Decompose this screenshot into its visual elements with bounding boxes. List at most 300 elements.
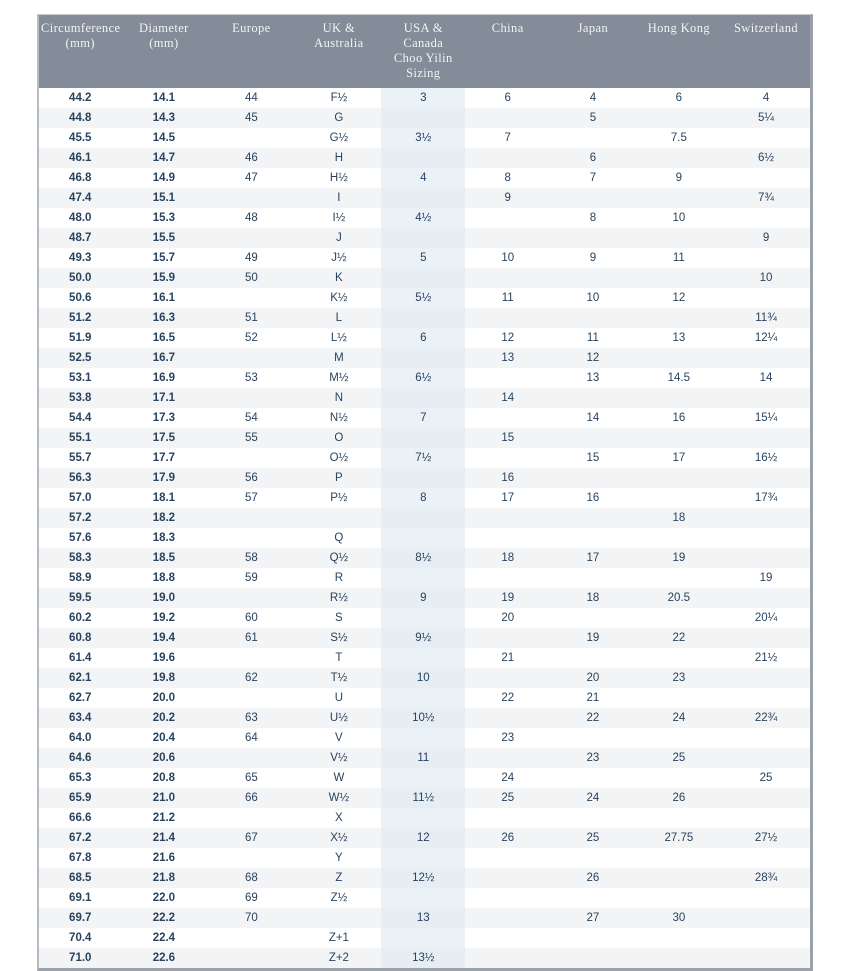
table-row (39, 248, 810, 268)
cell-circumference-mm: 55.1 (39, 428, 121, 448)
cell-uk-australia: Z½ (296, 888, 381, 908)
cell-usa-canada-choo-yilin: 6½ (381, 368, 465, 388)
column-header-label: Australia (314, 36, 364, 50)
table-row (39, 188, 810, 208)
cell-uk-australia: N (296, 388, 381, 408)
cell-china: 9 (465, 188, 550, 208)
cell-uk-australia: X (296, 808, 381, 828)
cell-china (465, 568, 550, 588)
cell-europe: 63 (206, 708, 296, 728)
cell-diameter-mm: 16.9 (121, 368, 206, 388)
cell-europe: 69 (206, 888, 296, 908)
cell-japan: 22 (550, 708, 636, 728)
cell-japan (550, 188, 636, 208)
cell-europe: 52 (206, 328, 296, 348)
cell-diameter-mm: 22.4 (121, 928, 206, 948)
cell-japan (550, 848, 636, 868)
cell-japan: 13 (550, 368, 636, 388)
cell-circumference-mm: 45.5 (39, 128, 121, 148)
cell-japan: 6 (550, 148, 636, 168)
table-row (39, 488, 810, 508)
cell-circumference-mm: 68.5 (39, 868, 121, 888)
table-row (39, 728, 810, 748)
cell-usa-canada-choo-yilin (381, 388, 465, 408)
cell-hong-kong (636, 728, 722, 748)
cell-hong-kong: 6 (636, 88, 722, 108)
cell-japan (550, 268, 636, 288)
table-row (39, 868, 810, 888)
cell-hong-kong: 16 (636, 408, 722, 428)
cell-circumference-mm: 70.4 (39, 928, 121, 948)
cell-diameter-mm: 18.2 (121, 508, 206, 528)
cell-circumference-mm: 69.1 (39, 888, 121, 908)
table-row (39, 688, 810, 708)
cell-diameter-mm: 16.5 (121, 328, 206, 348)
column-header-label: Japan (577, 21, 609, 35)
cell-usa-canada-choo-yilin (381, 108, 465, 128)
cell-switzerland (722, 288, 810, 308)
cell-circumference-mm: 71.0 (39, 948, 121, 968)
cell-europe: 61 (206, 628, 296, 648)
cell-usa-canada-choo-yilin (381, 468, 465, 488)
cell-switzerland (722, 948, 810, 968)
cell-switzerland (722, 128, 810, 148)
cell-china (465, 808, 550, 828)
column-header-japan (550, 15, 636, 88)
table-header (39, 15, 810, 88)
cell-usa-canada-choo-yilin (381, 728, 465, 748)
cell-japan (550, 468, 636, 488)
cell-usa-canada-choo-yilin (381, 428, 465, 448)
cell-europe (206, 748, 296, 768)
cell-china (465, 208, 550, 228)
cell-circumference-mm: 67.8 (39, 848, 121, 868)
table-body (39, 88, 810, 968)
cell-china: 21 (465, 648, 550, 668)
cell-diameter-mm: 19.2 (121, 608, 206, 628)
cell-china: 15 (465, 428, 550, 448)
cell-china: 11 (465, 288, 550, 308)
cell-circumference-mm: 61.4 (39, 648, 121, 668)
cell-usa-canada-choo-yilin: 12½ (381, 868, 465, 888)
cell-circumference-mm: 49.3 (39, 248, 121, 268)
cell-uk-australia: N½ (296, 408, 381, 428)
table-row (39, 408, 810, 428)
cell-japan: 20 (550, 668, 636, 688)
cell-circumference-mm: 50.6 (39, 288, 121, 308)
cell-circumference-mm: 46.1 (39, 148, 121, 168)
cell-uk-australia: K½ (296, 288, 381, 308)
cell-circumference-mm: 63.4 (39, 708, 121, 728)
column-header-label: Europe (232, 21, 271, 35)
cell-circumference-mm: 48.7 (39, 228, 121, 248)
cell-hong-kong: 7.5 (636, 128, 722, 148)
cell-europe: 66 (206, 788, 296, 808)
cell-uk-australia: G (296, 108, 381, 128)
cell-japan (550, 428, 636, 448)
cell-europe: 62 (206, 668, 296, 688)
cell-circumference-mm: 65.3 (39, 768, 121, 788)
cell-diameter-mm: 20.0 (121, 688, 206, 708)
cell-hong-kong (636, 388, 722, 408)
cell-europe: 58 (206, 548, 296, 568)
cell-hong-kong (636, 568, 722, 588)
cell-china (465, 908, 550, 928)
cell-usa-canada-choo-yilin: 10½ (381, 708, 465, 728)
cell-china: 25 (465, 788, 550, 808)
cell-usa-canada-choo-yilin: 11½ (381, 788, 465, 808)
cell-china (465, 948, 550, 968)
table-row (39, 308, 810, 328)
cell-usa-canada-choo-yilin (381, 308, 465, 328)
cell-japan: 19 (550, 628, 636, 648)
cell-europe: 59 (206, 568, 296, 588)
table-row (39, 828, 810, 848)
cell-uk-australia: J (296, 228, 381, 248)
cell-usa-canada-choo-yilin: 5 (381, 248, 465, 268)
table-row (39, 768, 810, 788)
cell-uk-australia: R½ (296, 588, 381, 608)
cell-europe (206, 288, 296, 308)
cell-uk-australia (296, 908, 381, 928)
cell-europe (206, 648, 296, 668)
cell-hong-kong (636, 768, 722, 788)
cell-uk-australia: J½ (296, 248, 381, 268)
table-row (39, 208, 810, 228)
cell-usa-canada-choo-yilin (381, 808, 465, 828)
cell-switzerland: 21½ (722, 648, 810, 668)
cell-hong-kong: 26 (636, 788, 722, 808)
cell-diameter-mm: 17.1 (121, 388, 206, 408)
cell-switzerland: 27½ (722, 828, 810, 848)
cell-japan: 18 (550, 588, 636, 608)
cell-hong-kong (636, 868, 722, 888)
cell-usa-canada-choo-yilin: 7½ (381, 448, 465, 468)
cell-usa-canada-choo-yilin (381, 508, 465, 528)
cell-uk-australia: P½ (296, 488, 381, 508)
cell-japan (550, 808, 636, 828)
column-header-label: Switzerland (733, 21, 799, 35)
column-header-label: Choo Yilin Sizing (393, 51, 453, 80)
table-row (39, 108, 810, 128)
ring-size-conversion-table (39, 15, 810, 968)
cell-china (465, 268, 550, 288)
cell-hong-kong (636, 428, 722, 448)
cell-hong-kong (636, 528, 722, 548)
cell-usa-canada-choo-yilin: 8 (381, 488, 465, 508)
cell-europe (206, 188, 296, 208)
cell-uk-australia: Z (296, 868, 381, 888)
cell-china (465, 708, 550, 728)
cell-usa-canada-choo-yilin: 4 (381, 168, 465, 188)
table-row (39, 608, 810, 628)
cell-china (465, 108, 550, 128)
cell-hong-kong (636, 348, 722, 368)
cell-diameter-mm: 15.9 (121, 268, 206, 288)
cell-japan (550, 308, 636, 328)
column-header-diameter-mm (121, 15, 206, 88)
ring-size-table-container (37, 14, 813, 971)
cell-japan (550, 608, 636, 628)
cell-hong-kong: 9 (636, 168, 722, 188)
cell-uk-australia: L½ (296, 328, 381, 348)
cell-usa-canada-choo-yilin (381, 348, 465, 368)
cell-japan: 11 (550, 328, 636, 348)
cell-europe (206, 228, 296, 248)
cell-diameter-mm: 16.7 (121, 348, 206, 368)
cell-usa-canada-choo-yilin: 8½ (381, 548, 465, 568)
cell-switzerland: 6½ (722, 148, 810, 168)
table-row (39, 428, 810, 448)
cell-diameter-mm: 21.0 (121, 788, 206, 808)
cell-japan (550, 528, 636, 548)
cell-japan: 26 (550, 868, 636, 888)
cell-switzerland (722, 208, 810, 228)
cell-diameter-mm: 18.1 (121, 488, 206, 508)
cell-japan: 7 (550, 168, 636, 188)
cell-europe: 60 (206, 608, 296, 628)
cell-europe: 57 (206, 488, 296, 508)
cell-hong-kong: 13 (636, 328, 722, 348)
cell-usa-canada-choo-yilin (381, 768, 465, 788)
cell-usa-canada-choo-yilin (381, 648, 465, 668)
cell-japan (550, 508, 636, 528)
cell-uk-australia: M (296, 348, 381, 368)
cell-circumference-mm: 44.2 (39, 88, 121, 108)
table-row (39, 388, 810, 408)
column-header-label: (mm) (65, 36, 95, 50)
cell-hong-kong (636, 468, 722, 488)
cell-hong-kong (636, 108, 722, 128)
cell-switzerland (722, 348, 810, 368)
cell-circumference-mm: 47.4 (39, 188, 121, 208)
cell-japan: 27 (550, 908, 636, 928)
table-row (39, 808, 810, 828)
cell-switzerland: 10 (722, 268, 810, 288)
cell-diameter-mm: 19.0 (121, 588, 206, 608)
cell-switzerland (722, 248, 810, 268)
cell-circumference-mm: 69.7 (39, 908, 121, 928)
table-row (39, 508, 810, 528)
table-row (39, 528, 810, 548)
cell-uk-australia: Q½ (296, 548, 381, 568)
cell-circumference-mm: 57.0 (39, 488, 121, 508)
cell-hong-kong: 11 (636, 248, 722, 268)
cell-switzerland: 28¾ (722, 868, 810, 888)
cell-switzerland (722, 848, 810, 868)
cell-europe: 48 (206, 208, 296, 228)
cell-china: 18 (465, 548, 550, 568)
cell-switzerland (722, 748, 810, 768)
cell-switzerland: 11¾ (722, 308, 810, 328)
cell-japan (550, 228, 636, 248)
cell-switzerland (722, 928, 810, 948)
cell-europe: 64 (206, 728, 296, 748)
cell-switzerland (722, 628, 810, 648)
table-row (39, 708, 810, 728)
cell-uk-australia: S½ (296, 628, 381, 648)
cell-usa-canada-choo-yilin (381, 268, 465, 288)
cell-europe (206, 688, 296, 708)
cell-china: 24 (465, 768, 550, 788)
cell-china (465, 848, 550, 868)
cell-china (465, 508, 550, 528)
cell-switzerland (722, 528, 810, 548)
cell-europe: 53 (206, 368, 296, 388)
cell-uk-australia: Y (296, 848, 381, 868)
cell-europe: 44 (206, 88, 296, 108)
cell-uk-australia: T½ (296, 668, 381, 688)
cell-uk-australia: W (296, 768, 381, 788)
cell-china: 13 (465, 348, 550, 368)
column-header-usa-canada-choo-yilin (381, 15, 465, 88)
cell-china (465, 928, 550, 948)
cell-circumference-mm: 55.7 (39, 448, 121, 468)
cell-usa-canada-choo-yilin: 3 (381, 88, 465, 108)
cell-diameter-mm: 14.7 (121, 148, 206, 168)
cell-usa-canada-choo-yilin: 11 (381, 748, 465, 768)
column-header-circumference-mm (39, 15, 121, 88)
cell-switzerland (722, 888, 810, 908)
cell-switzerland: 20¼ (722, 608, 810, 628)
cell-hong-kong (636, 188, 722, 208)
cell-circumference-mm: 62.7 (39, 688, 121, 708)
cell-uk-australia: O½ (296, 448, 381, 468)
cell-china (465, 228, 550, 248)
cell-china: 26 (465, 828, 550, 848)
cell-uk-australia: U½ (296, 708, 381, 728)
table-row (39, 848, 810, 868)
cell-switzerland (722, 168, 810, 188)
column-header-hong-kong (636, 15, 722, 88)
column-header-switzerland (722, 15, 810, 88)
cell-china: 20 (465, 608, 550, 628)
cell-japan (550, 728, 636, 748)
cell-hong-kong (636, 268, 722, 288)
cell-china: 12 (465, 328, 550, 348)
cell-switzerland: 22¾ (722, 708, 810, 728)
cell-uk-australia: I½ (296, 208, 381, 228)
cell-diameter-mm: 21.6 (121, 848, 206, 868)
cell-diameter-mm: 14.9 (121, 168, 206, 188)
cell-switzerland (722, 428, 810, 448)
table-row (39, 748, 810, 768)
cell-hong-kong: 24 (636, 708, 722, 728)
cell-usa-canada-choo-yilin (381, 888, 465, 908)
cell-diameter-mm: 20.4 (121, 728, 206, 748)
cell-diameter-mm: 22.2 (121, 908, 206, 928)
cell-diameter-mm: 15.3 (121, 208, 206, 228)
cell-hong-kong (636, 888, 722, 908)
cell-switzerland (722, 808, 810, 828)
table-row (39, 348, 810, 368)
cell-uk-australia: H½ (296, 168, 381, 188)
table-row (39, 908, 810, 928)
cell-diameter-mm: 14.1 (121, 88, 206, 108)
cell-usa-canada-choo-yilin: 10 (381, 668, 465, 688)
cell-hong-kong: 22 (636, 628, 722, 648)
cell-uk-australia: O (296, 428, 381, 448)
cell-japan (550, 388, 636, 408)
cell-japan (550, 928, 636, 948)
cell-europe: 67 (206, 828, 296, 848)
cell-circumference-mm: 65.9 (39, 788, 121, 808)
cell-circumference-mm: 60.2 (39, 608, 121, 628)
cell-hong-kong: 30 (636, 908, 722, 928)
cell-switzerland (722, 548, 810, 568)
cell-china (465, 888, 550, 908)
cell-switzerland: 7¾ (722, 188, 810, 208)
table-row (39, 788, 810, 808)
cell-europe (206, 448, 296, 468)
cell-usa-canada-choo-yilin (381, 568, 465, 588)
cell-switzerland (722, 728, 810, 748)
table-row (39, 168, 810, 188)
cell-usa-canada-choo-yilin: 3½ (381, 128, 465, 148)
cell-uk-australia: S (296, 608, 381, 628)
cell-circumference-mm: 53.8 (39, 388, 121, 408)
cell-japan: 12 (550, 348, 636, 368)
cell-japan (550, 888, 636, 908)
cell-europe: 49 (206, 248, 296, 268)
cell-uk-australia: G½ (296, 128, 381, 148)
cell-diameter-mm: 20.2 (121, 708, 206, 728)
cell-hong-kong: 20.5 (636, 588, 722, 608)
cell-switzerland (722, 468, 810, 488)
cell-uk-australia: W½ (296, 788, 381, 808)
cell-uk-australia: Z+1 (296, 928, 381, 948)
table-row (39, 468, 810, 488)
cell-china: 14 (465, 388, 550, 408)
cell-japan: 25 (550, 828, 636, 848)
cell-hong-kong (636, 848, 722, 868)
cell-uk-australia: X½ (296, 828, 381, 848)
cell-china: 6 (465, 88, 550, 108)
cell-hong-kong (636, 688, 722, 708)
cell-uk-australia: L (296, 308, 381, 328)
table-row (39, 288, 810, 308)
cell-uk-australia: P (296, 468, 381, 488)
cell-circumference-mm: 48.0 (39, 208, 121, 228)
table-row (39, 228, 810, 248)
cell-japan: 4 (550, 88, 636, 108)
table-row (39, 628, 810, 648)
cell-uk-australia: V½ (296, 748, 381, 768)
cell-diameter-mm: 21.2 (121, 808, 206, 828)
cell-europe: 46 (206, 148, 296, 168)
cell-hong-kong (636, 148, 722, 168)
table-row (39, 568, 810, 588)
cell-hong-kong (636, 948, 722, 968)
cell-europe: 51 (206, 308, 296, 328)
column-header-label: Hong Kong (647, 21, 710, 35)
cell-uk-australia: M½ (296, 368, 381, 388)
cell-switzerland (722, 688, 810, 708)
cell-europe (206, 588, 296, 608)
cell-japan: 15 (550, 448, 636, 468)
cell-diameter-mm: 21.4 (121, 828, 206, 848)
cell-circumference-mm: 50.0 (39, 268, 121, 288)
cell-china: 22 (465, 688, 550, 708)
cell-china (465, 668, 550, 688)
cell-japan: 8 (550, 208, 636, 228)
cell-diameter-mm: 21.8 (121, 868, 206, 888)
cell-hong-kong: 18 (636, 508, 722, 528)
table-row (39, 588, 810, 608)
cell-diameter-mm: 22.6 (121, 948, 206, 968)
cell-switzerland: 25 (722, 768, 810, 788)
cell-usa-canada-choo-yilin: 12 (381, 828, 465, 848)
